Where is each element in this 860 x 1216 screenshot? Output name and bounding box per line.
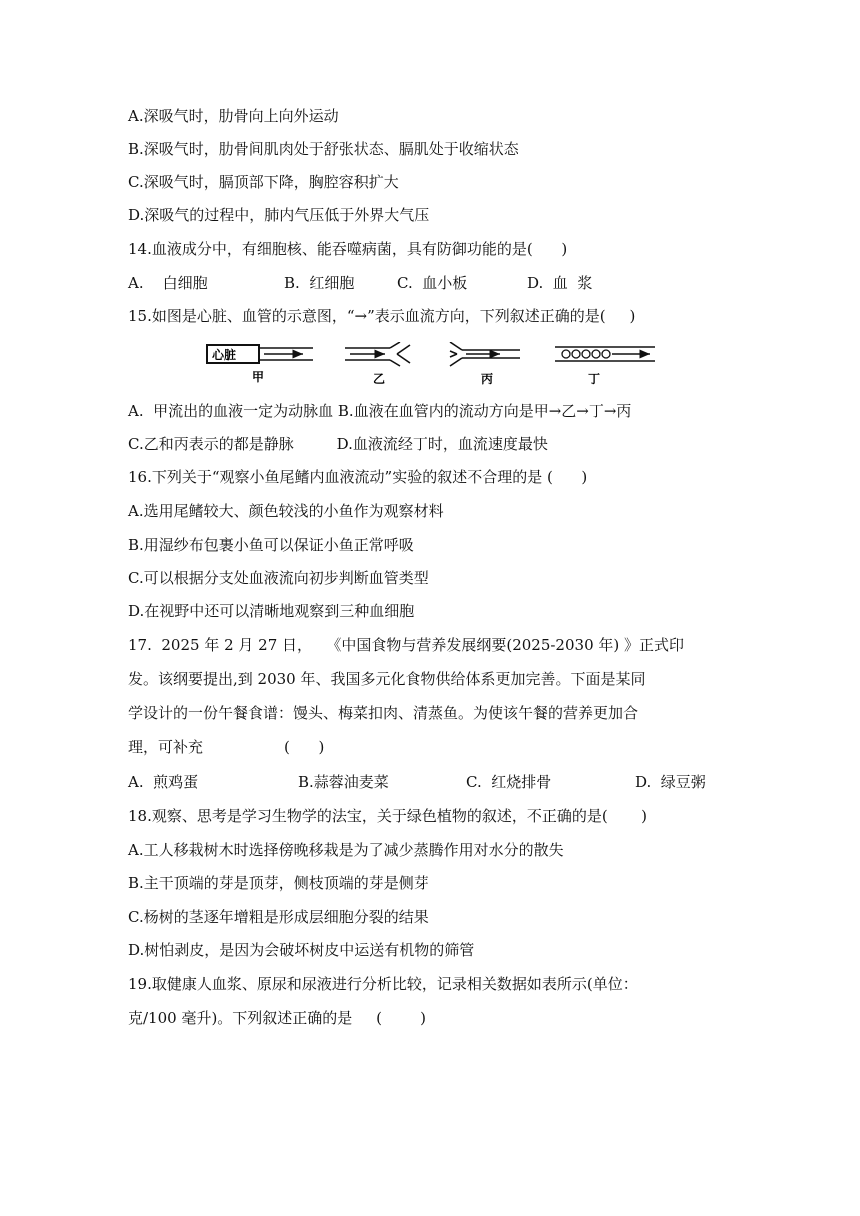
question-17-line-1: 17. 2025 年 2 月 27 日， 《中国食物与营养发展纲要(2025-2030 年) 》正式印	[128, 636, 684, 654]
q13-option-d: D.深吸气的过程中，肺内气压低于外界大气压	[128, 206, 430, 224]
question-17-line-4: 理，可补充 ( )	[128, 738, 325, 756]
vessel-yi	[345, 342, 410, 386]
question-16: 16.下列关于“观察小鱼尾鳍内血液流动”实验的叙述不合理的是 ( )	[128, 468, 588, 486]
q16-option-c: C.可以根据分支处血液流向初步判断血管类型	[128, 569, 429, 587]
question-17-line-3: 学设计的一份午餐食谱：馒头、梅菜扣肉、清蒸鱼。为使该午餐的营养更加合	[128, 704, 639, 722]
blood-cell	[602, 350, 610, 358]
q17-option-d: D. 绿豆粥	[635, 773, 706, 791]
blood-cell	[562, 350, 570, 358]
vessel-label-ding: 丁	[588, 372, 601, 386]
question-17-line-2: 发。该纲要提出,到 2030 年、我国多元化食物供给体系更加完善。下面是某同	[128, 670, 646, 688]
q14-option-a: A. 白细胞	[128, 274, 208, 292]
q15-options-ab: A. 甲流出的血液一定为动脉血 B.血液在血管内的流动方向是甲→乙→丁→丙	[128, 402, 632, 420]
blood-cell	[582, 350, 590, 358]
q14-option-b: B. 红细胞	[284, 274, 355, 292]
q13-option-b: B.深吸气时，肋骨间肌肉处于舒张状态、膈肌处于收缩状态	[128, 140, 519, 158]
vessel-bing	[450, 342, 520, 386]
q18-option-d: D.树怕剥皮，是因为会破坏树皮中运送有机物的筛管	[128, 941, 475, 959]
q13-option-a: A.深吸气时，肋骨向上向外运动	[128, 107, 339, 125]
vessel-label-yi: 乙	[373, 372, 386, 386]
vessel-jia	[207, 345, 313, 384]
q16-option-a: A.选用尾鳍较大、颜色较浅的小鱼作为观察材料	[128, 502, 444, 520]
q18-option-c: C.杨树的茎逐年增粗是形成层细胞分裂的结果	[128, 908, 429, 926]
q18-option-a: A.工人移栽树木时选择傍晚移栽是为了减少蒸腾作用对水分的散失	[128, 841, 564, 859]
q15-options-cd: C.乙和丙表示的都是静脉 D.血液流经丁时，血流速度最快	[128, 435, 548, 453]
q17-option-c: C. 红烧排骨	[466, 773, 552, 791]
heart-vessel-diagram	[200, 342, 670, 388]
q17-option-a: A. 煎鸡蛋	[128, 773, 199, 791]
q18-option-b: B.主干顶端的芽是顶芽，侧枝顶端的芽是侧芽	[128, 874, 429, 892]
blood-cell	[572, 350, 580, 358]
heart-label: 心脏	[212, 348, 237, 362]
q16-option-d: D.在视野中还可以清晰地观察到三种血细胞	[128, 602, 415, 620]
q17-option-b: B.蒜蓉油麦菜	[298, 773, 389, 791]
blood-cell	[592, 350, 600, 358]
question-19-line-2: 克/100 毫升)。下列叙述正确的是 ( )	[128, 1009, 426, 1027]
q14-option-d: D. 血 浆	[527, 274, 593, 292]
question-18: 18.观察、思考是学习生物学的法宝，关于绿色植物的叙述，不正确的是( )	[128, 807, 647, 825]
vessel-ding	[555, 347, 655, 386]
q14-option-c: C. 血小板	[397, 274, 468, 292]
question-15: 15.如图是心脏、血管的示意图，“→”表示血流方向，下列叙述正确的是( )	[128, 307, 636, 325]
question-19-line-1: 19.取健康人血浆、原尿和尿液进行分析比较，记录相关数据如表所示(单位：	[128, 975, 638, 993]
question-14: 14.血液成分中，有细胞核、能吞噬病菌，具有防御功能的是( )	[128, 240, 568, 258]
vessel-label-jia: 甲	[252, 370, 265, 384]
vessel-label-bing: 丙	[481, 372, 494, 386]
q13-option-c: C.深吸气时，膈顶部下降，胸腔容积扩大	[128, 173, 399, 191]
q16-option-b: B.用湿纱布包裹小鱼可以保证小鱼正常呼吸	[128, 536, 414, 554]
